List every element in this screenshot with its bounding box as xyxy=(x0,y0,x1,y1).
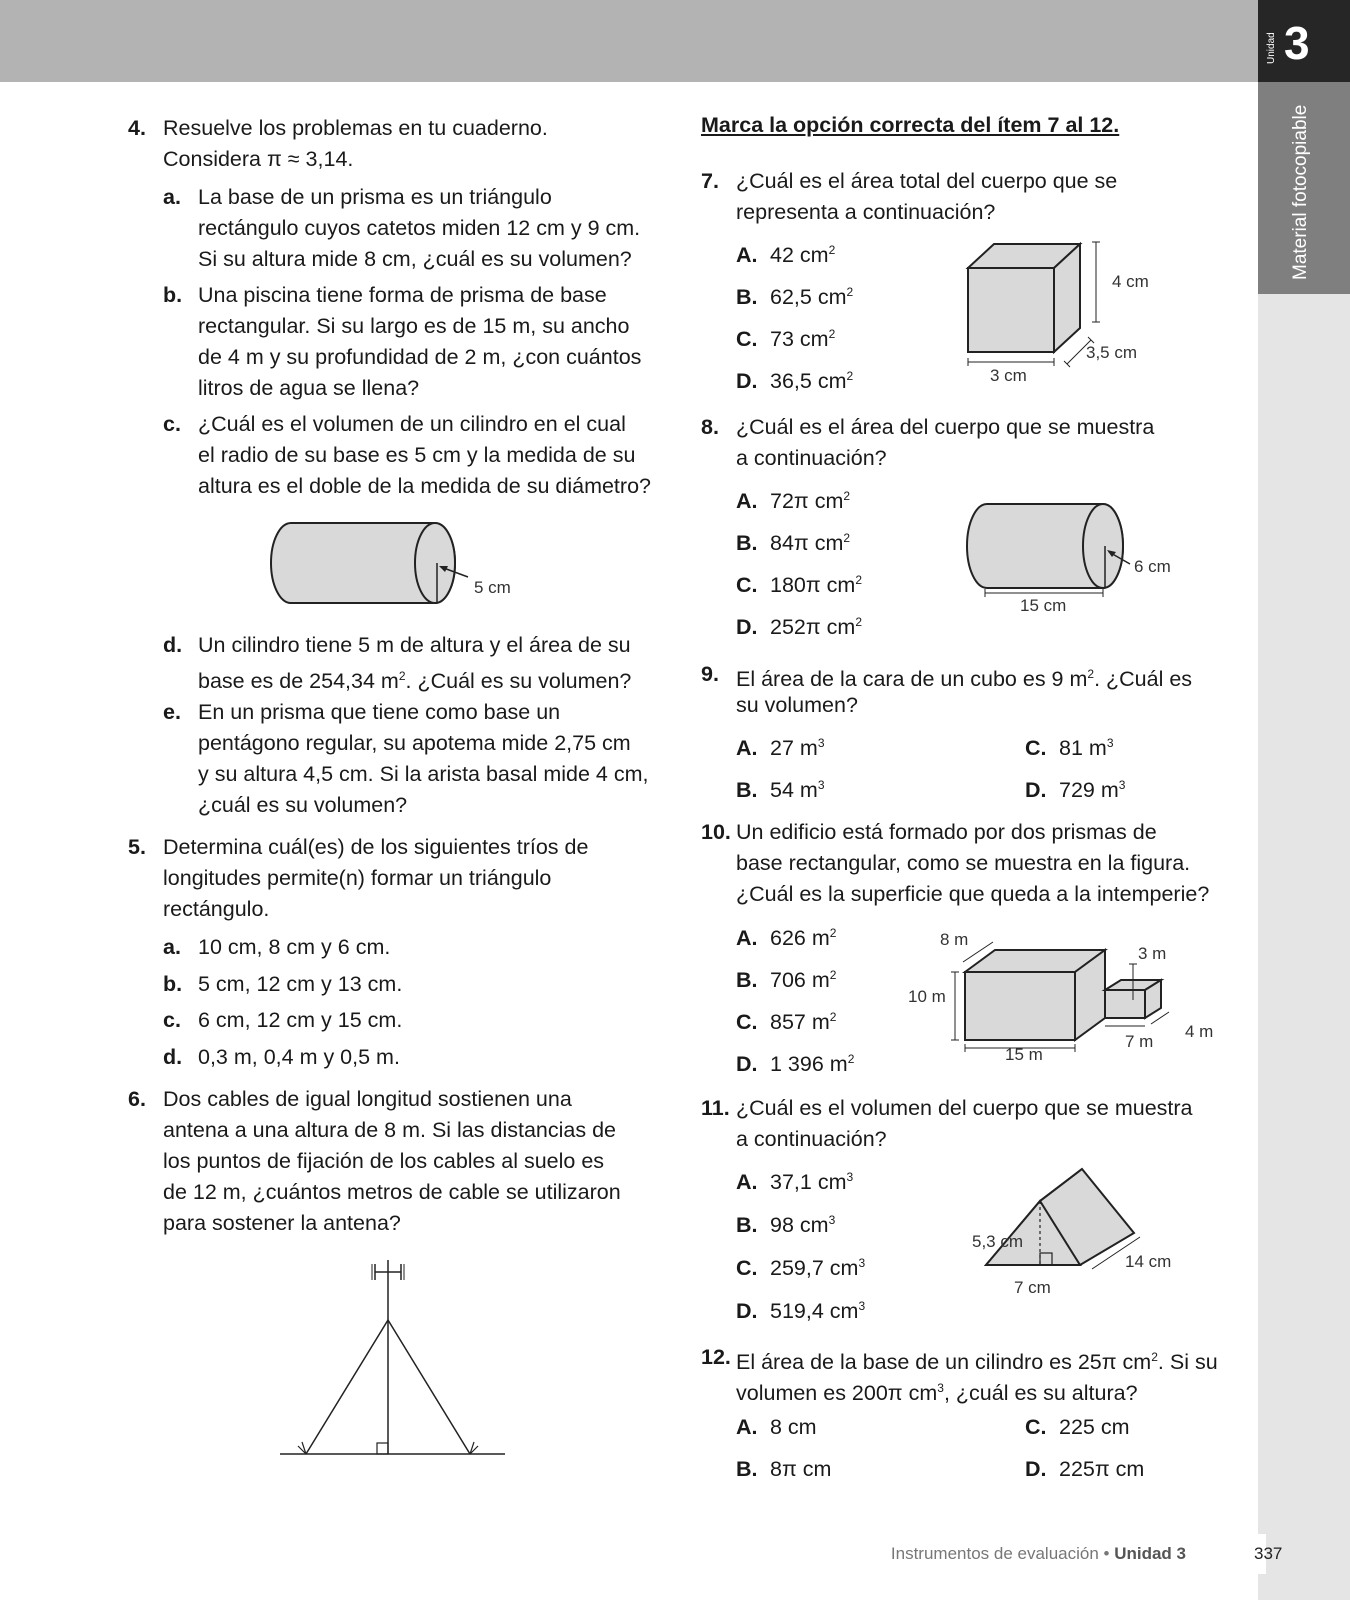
q4d-line: base es de 254,34 $m^2$. ¿Cuál es su volumen? xyxy=(198,669,632,694)
q4c-line: el radio de su base es 5 cm y la medida de su xyxy=(198,443,636,467)
top-bar xyxy=(0,0,1258,82)
q7-option-c[interactable]: C. 73 $cm^2$ xyxy=(736,327,836,352)
q10-line: ¿Cuál es la superficie que queda a la intemperie? xyxy=(736,882,1210,906)
q11-option-b[interactable]: B. 98 $cm^3$ xyxy=(736,1213,836,1238)
q12-option-b[interactable]: B. 8π cm xyxy=(736,1457,832,1481)
q4a-line: rectángulo cuyos catetos miden 12 cm y 9 cm. xyxy=(198,216,641,240)
q4b-line: Una piscina tiene forma de prisma de base xyxy=(198,283,607,307)
q7-height-label: 4 cm xyxy=(1112,272,1149,291)
q11-option-c[interactable]: C. 259,7 $cm^3$ xyxy=(736,1256,866,1281)
q12-number: 12. xyxy=(701,1345,731,1369)
q4a-line: La base de un prisma es un triángulo xyxy=(198,185,552,209)
q10-height-big-label: 10 m xyxy=(908,987,946,1006)
q10-width-big-label: 15 m xyxy=(1005,1045,1043,1064)
q5-option-letter: d. xyxy=(163,1045,183,1069)
section-header: Marca la opción correcta del ítem 7 al 12. xyxy=(701,113,1120,137)
q4-number: 4. xyxy=(128,116,146,140)
q11-option-a[interactable]: A. 37,1 $cm^3$ xyxy=(736,1170,854,1195)
page-number: 337 xyxy=(1254,1544,1283,1563)
q7-option-a[interactable]: A. 42 $cm^2$ xyxy=(736,243,836,268)
q10-width-small-label: 7 m xyxy=(1125,1032,1154,1051)
q10-height-small-label: 3 m xyxy=(1138,944,1167,963)
q4b-line: rectangular. Si su largo es de 15 m, su ancho xyxy=(198,314,630,338)
q8-number: 8. xyxy=(701,415,719,439)
q10-number: 10. xyxy=(701,820,731,844)
q4b-line: de 4 m y su profundidad de 2 m, ¿con cuántos xyxy=(198,345,642,369)
q4a-letter: a. xyxy=(163,185,181,209)
q7-number: 7. xyxy=(701,169,719,193)
q6-line: de 12 m, ¿cuántos metros de cable se utilizaron xyxy=(163,1180,621,1204)
q5-option-text: 0,3 m, 0,4 m y 0,5 m. xyxy=(198,1045,400,1069)
q10-option-b[interactable]: B. 706 $m^2$ xyxy=(736,968,837,993)
q4c-letter: c. xyxy=(163,412,181,436)
q5-number: 5. xyxy=(128,835,146,859)
q10-option-d[interactable]: D. 1 396 $m^2$ xyxy=(736,1052,855,1077)
q7-depth-label: 3,5 cm xyxy=(1086,343,1138,362)
q10-building-figure xyxy=(955,940,1205,1050)
q4d-line: Un cilindro tiene 5 m de altura y el área de su xyxy=(198,633,631,657)
q4b-line: litros de agua se llena? xyxy=(198,376,420,400)
q10-depth-big-label: 8 m xyxy=(940,930,969,949)
q8-option-d[interactable]: D. 252π $cm^2$ xyxy=(736,615,863,640)
q8-option-a[interactable]: A. 72π $cm^2$ xyxy=(736,489,851,514)
footer-text: Instrumentos de evaluación • Unidad 3 xyxy=(890,1544,1186,1563)
q4b-letter: b. xyxy=(163,283,183,307)
q5-line: Determina cuál(es) de los siguientes tríos de xyxy=(163,835,589,859)
q5-option-letter: b. xyxy=(163,972,183,996)
q9-line: su volumen? xyxy=(736,693,858,717)
q12-option-d[interactable]: D. 225π cm xyxy=(1025,1457,1145,1481)
q4-line: Considera π ≈ 3,14. xyxy=(163,147,354,171)
q7-line: representa a continuación? xyxy=(736,200,996,224)
q7-option-d[interactable]: D. 36,5 $cm^2$ xyxy=(736,369,854,394)
q12-option-c[interactable]: C. 225 cm xyxy=(1025,1415,1130,1439)
q9-line: El área de la cara de un cubo es 9 $m^2$. ¿Cuál es xyxy=(736,667,1193,692)
q5-option-text: 5 cm, 12 cm y 13 cm. xyxy=(198,972,403,996)
q8-option-c[interactable]: C. 180π $cm^2$ xyxy=(736,573,863,598)
q9-number: 9. xyxy=(701,662,719,686)
q11-base-label: 7 cm xyxy=(1014,1278,1051,1297)
q4c-cylinder-figure xyxy=(265,515,465,615)
q6-line: Dos cables de igual longitud sostienen una xyxy=(163,1087,572,1111)
q12-line: El área de la base de un cilindro es 25π $cm^2$. Si su xyxy=(736,1350,1218,1375)
q11-option-d[interactable]: D. 519,4 $cm^3$ xyxy=(736,1299,866,1324)
q4e-line: pentágono regular, su apotema mide 2,75 cm xyxy=(198,731,631,755)
q8-radius-label: 6 cm xyxy=(1134,557,1171,576)
q7-option-b[interactable]: B. 62,5 $cm^2$ xyxy=(736,285,854,310)
q11-height-label: 5,3 cm xyxy=(972,1232,1024,1251)
q11-length-label: 14 cm xyxy=(1125,1252,1172,1271)
q9-option-a[interactable]: A. 27 $m^3$ xyxy=(736,736,825,761)
q4d-letter: d. xyxy=(163,633,183,657)
q7-width-label: 3 cm xyxy=(990,366,1027,385)
unit-label: Unidad xyxy=(1266,32,1277,64)
q6-number: 6. xyxy=(128,1087,146,1111)
q4a-line: Si su altura mide 8 cm, ¿cuál es su volumen? xyxy=(198,247,632,271)
q4c-line: altura es el doble de la medida de su diámetro? xyxy=(198,474,651,498)
q6-antenna-figure xyxy=(280,1252,510,1462)
q6-line: los puntos de fijación de los cables al suelo es xyxy=(163,1149,605,1173)
q5-line: rectángulo. xyxy=(163,897,270,921)
q4c-line: ¿Cuál es el volumen de un cilindro en el cual xyxy=(198,412,626,436)
q5-option-text: 6 cm, 12 cm y 15 cm. xyxy=(198,1008,403,1032)
q5-option-text: 10 cm, 8 cm y 6 cm. xyxy=(198,935,391,959)
q10-line: base rectangular, como se muestra en la figura. xyxy=(736,851,1191,875)
q4c-radius-label: 5 cm xyxy=(474,578,511,597)
side-tab-text: Material fotocopiable xyxy=(1290,104,1311,280)
q8-length-label: 15 cm xyxy=(1020,596,1067,615)
q8-line: a continuación? xyxy=(736,446,887,470)
q6-line: antena a una altura de 8 m. Si las distancias de xyxy=(163,1118,616,1142)
q8-option-b[interactable]: B. 84π $cm^2$ xyxy=(736,531,851,556)
unit-number: 3 xyxy=(1284,17,1310,69)
q6-line: para sostener la antena? xyxy=(163,1211,401,1235)
q11-number: 11. xyxy=(701,1096,730,1120)
q4e-letter: e. xyxy=(163,700,181,724)
q8-line: ¿Cuál es el área del cuerpo que se muestra xyxy=(736,415,1155,439)
q10-depth-small-label: 4 m xyxy=(1185,1022,1214,1041)
q9-option-c[interactable]: C. 81 $m^3$ xyxy=(1025,736,1114,761)
q7-line: ¿Cuál es el área total del cuerpo que se xyxy=(736,169,1118,193)
q9-option-d[interactable]: D. 729 $m^3$ xyxy=(1025,778,1126,803)
q4e-line: ¿cuál es su volumen? xyxy=(198,793,408,817)
q4-line: Resuelve los problemas en tu cuaderno. xyxy=(163,116,548,140)
q12-option-a[interactable]: A. 8 cm xyxy=(736,1415,817,1439)
q8-cylinder-figure xyxy=(965,500,1145,600)
q10-option-a[interactable]: A. 626 $m^2$ xyxy=(736,926,837,951)
q11-line: a continuación? xyxy=(736,1127,887,1151)
q11-line: ¿Cuál es el volumen del cuerpo que se muestra xyxy=(736,1096,1193,1120)
q5-line: longitudes permite(n) formar un triángulo xyxy=(163,866,552,890)
q5-option-letter: a. xyxy=(163,935,181,959)
q9-option-b[interactable]: B. 54 $m^3$ xyxy=(736,778,825,803)
q5-option-letter: c. xyxy=(163,1008,181,1032)
q10-option-c[interactable]: C. 857 $m^2$ xyxy=(736,1010,837,1035)
q10-line: Un edificio está formado por dos prismas de xyxy=(736,820,1157,844)
q4e-line: En un prisma que tiene como base un xyxy=(198,700,561,724)
q12-line: volumen es 200π $cm^3$, ¿cuál es su altura? xyxy=(736,1381,1138,1406)
q4e-line: y su altura 4,5 cm. Si la arista basal mide 4 cm, xyxy=(198,762,649,786)
